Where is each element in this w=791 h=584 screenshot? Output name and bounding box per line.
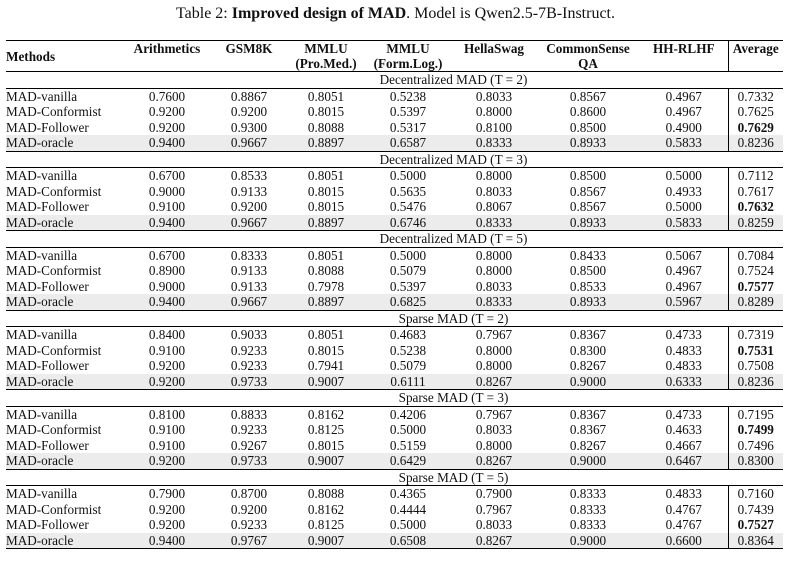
score-cell: 0.8833 bbox=[230, 406, 268, 422]
score-cell: 0.8333 bbox=[452, 215, 536, 231]
score-cell: 0.5317 bbox=[389, 119, 427, 135]
score-cell: 0.8015 bbox=[307, 104, 345, 120]
score-cell: 0.9667 bbox=[210, 135, 288, 151]
method-name: MAD-vanilla bbox=[6, 168, 78, 184]
table-row bbox=[6, 374, 783, 390]
caption-prefix: Table 2: bbox=[176, 5, 232, 22]
score-cell: 0.8333 bbox=[569, 517, 607, 533]
score-cell: 0.7900 bbox=[148, 486, 186, 502]
table-row bbox=[6, 453, 783, 469]
score-cell: 0.8500 bbox=[569, 168, 607, 184]
score-cell: 0.4967 bbox=[665, 278, 702, 294]
score-cell: 0.8333 bbox=[569, 501, 607, 517]
score-cell: 0.5397 bbox=[389, 278, 427, 294]
score-cell: 0.8088 bbox=[307, 263, 345, 279]
table-row bbox=[6, 168, 783, 184]
score-cell: 0.9200 bbox=[148, 501, 186, 517]
score-cell: 0.4633 bbox=[665, 422, 702, 438]
score-cell: 0.8367 bbox=[569, 327, 607, 343]
score-cell: 0.8867 bbox=[230, 88, 268, 104]
score-cell: 0.9400 bbox=[124, 533, 210, 549]
table-row bbox=[6, 358, 783, 374]
score-cell: 0.9667 bbox=[210, 215, 288, 231]
section-header-blank bbox=[6, 310, 124, 327]
score-cell: 0.8088 bbox=[307, 119, 345, 135]
table-row bbox=[6, 438, 783, 454]
header-commonsense-qa: CommonSense QA bbox=[536, 41, 640, 72]
score-cell: 0.8897 bbox=[288, 135, 364, 151]
section-header-row bbox=[6, 469, 783, 486]
score-cell: 0.8100 bbox=[475, 119, 513, 135]
table-row bbox=[6, 199, 783, 215]
score-cell: 0.6333 bbox=[640, 374, 728, 390]
section-header-blank bbox=[6, 72, 124, 89]
table-row bbox=[6, 406, 783, 422]
score-cell: 0.6111 bbox=[364, 374, 452, 390]
score-cell: 0.8033 bbox=[475, 88, 513, 104]
header-methods: Methods bbox=[6, 41, 124, 72]
table-row bbox=[6, 294, 783, 310]
average-cell: 0.7617 bbox=[728, 184, 783, 200]
score-cell: 0.9233 bbox=[230, 422, 268, 438]
score-cell: 0.8162 bbox=[307, 501, 345, 517]
average-cell: 0.8259 bbox=[728, 215, 783, 231]
caption-bold-title: Improved design of MAD bbox=[231, 5, 407, 22]
method-name: MAD-Follower bbox=[6, 358, 89, 374]
table-row bbox=[6, 502, 783, 518]
score-cell: 0.7900 bbox=[475, 486, 513, 502]
average-cell: 0.7332 bbox=[728, 88, 783, 104]
average-cell: 0.7319 bbox=[728, 327, 783, 343]
average-cell: 0.7527 bbox=[728, 517, 783, 533]
score-cell: 0.5159 bbox=[389, 437, 427, 453]
score-cell: 0.8533 bbox=[569, 278, 607, 294]
score-cell: 0.8267 bbox=[452, 453, 536, 469]
score-cell: 0.8433 bbox=[569, 247, 607, 263]
method-name: MAD-oracle bbox=[6, 374, 124, 390]
method-name: MAD-Follower bbox=[6, 278, 89, 294]
average-cell: 0.7531 bbox=[728, 343, 783, 359]
score-cell: 0.4683 bbox=[389, 327, 427, 343]
score-cell: 0.9133 bbox=[230, 183, 268, 199]
score-cell: 0.5079 bbox=[389, 263, 427, 279]
score-cell: 0.5000 bbox=[389, 422, 427, 438]
method-name: MAD-Conformist bbox=[6, 183, 102, 199]
score-cell: 0.8367 bbox=[569, 406, 607, 422]
score-cell: 0.8267 bbox=[569, 358, 607, 374]
header-row bbox=[6, 41, 783, 72]
section-header-row bbox=[6, 231, 783, 248]
table-row bbox=[6, 263, 783, 279]
score-cell: 0.8900 bbox=[148, 263, 186, 279]
table-row bbox=[6, 88, 783, 104]
score-cell: 0.6429 bbox=[364, 453, 452, 469]
score-cell: 0.9733 bbox=[210, 453, 288, 469]
score-cell: 0.5000 bbox=[389, 168, 427, 184]
method-name: MAD-vanilla bbox=[6, 88, 78, 104]
table-row bbox=[6, 533, 783, 549]
score-cell: 0.6587 bbox=[364, 135, 452, 151]
score-cell: 0.9200 bbox=[230, 104, 268, 120]
score-cell: 0.6600 bbox=[640, 533, 728, 549]
table-row bbox=[6, 247, 783, 263]
score-cell: 0.9200 bbox=[124, 374, 210, 390]
score-cell: 0.4206 bbox=[389, 406, 427, 422]
score-cell: 0.4900 bbox=[665, 119, 702, 135]
score-cell: 0.8267 bbox=[569, 437, 607, 453]
score-cell: 0.5000 bbox=[665, 168, 702, 184]
score-cell: 0.8267 bbox=[452, 533, 536, 549]
score-cell: 0.8000 bbox=[475, 263, 513, 279]
average-cell: 0.8236 bbox=[728, 135, 783, 151]
average-cell: 0.7160 bbox=[728, 486, 783, 502]
average-cell: 0.8289 bbox=[728, 294, 783, 310]
score-cell: 0.9400 bbox=[124, 215, 210, 231]
score-cell: 0.4767 bbox=[665, 517, 702, 533]
score-cell: 0.8533 bbox=[230, 168, 268, 184]
score-cell: 0.7978 bbox=[307, 278, 345, 294]
score-cell: 0.4833 bbox=[665, 342, 702, 358]
score-cell: 0.9733 bbox=[210, 374, 288, 390]
method-name: MAD-Follower bbox=[6, 437, 89, 453]
score-cell: 0.8015 bbox=[307, 199, 345, 215]
score-cell: 0.9007 bbox=[288, 533, 364, 549]
table-body bbox=[6, 72, 783, 549]
score-cell: 0.8567 bbox=[569, 88, 607, 104]
average-cell: 0.7629 bbox=[728, 120, 783, 136]
score-cell: 0.9007 bbox=[288, 453, 364, 469]
score-cell: 0.9767 bbox=[210, 533, 288, 549]
table-row bbox=[6, 422, 783, 438]
score-cell: 0.9200 bbox=[148, 517, 186, 533]
header-gsm8k: GSM8K bbox=[210, 41, 288, 72]
score-cell: 0.6508 bbox=[364, 533, 452, 549]
score-cell: 0.8015 bbox=[307, 342, 345, 358]
section-header-blank bbox=[6, 469, 124, 486]
method-name: MAD-Conformist bbox=[6, 501, 102, 517]
score-cell: 0.4365 bbox=[389, 486, 427, 502]
score-cell: 0.8033 bbox=[475, 278, 513, 294]
table-row bbox=[6, 327, 783, 343]
score-cell: 0.9300 bbox=[230, 119, 268, 135]
section-header-row bbox=[6, 151, 783, 168]
score-cell: 0.9200 bbox=[230, 199, 268, 215]
score-cell: 0.5833 bbox=[640, 135, 728, 151]
score-cell: 0.4767 bbox=[665, 501, 702, 517]
method-name: MAD-oracle bbox=[6, 135, 124, 151]
score-cell: 0.9200 bbox=[148, 104, 186, 120]
score-cell: 0.8051 bbox=[307, 168, 345, 184]
score-cell: 0.8600 bbox=[569, 104, 607, 120]
score-cell: 0.9000 bbox=[536, 374, 640, 390]
score-cell: 0.9100 bbox=[148, 199, 186, 215]
results-table bbox=[6, 40, 783, 549]
score-cell: 0.6746 bbox=[364, 215, 452, 231]
score-cell: 0.8033 bbox=[475, 422, 513, 438]
average-cell: 0.7625 bbox=[728, 104, 783, 120]
score-cell: 0.8333 bbox=[452, 294, 536, 310]
section-title: Decentralized MAD (T = 3) bbox=[124, 151, 783, 168]
score-cell: 0.8933 bbox=[536, 294, 640, 310]
section-title: Sparse MAD (T = 3) bbox=[124, 390, 783, 407]
score-cell: 0.9100 bbox=[148, 422, 186, 438]
section-header-blank bbox=[6, 390, 124, 407]
score-cell: 0.9000 bbox=[536, 533, 640, 549]
average-cell: 0.8364 bbox=[728, 533, 783, 549]
table-row bbox=[6, 279, 783, 295]
score-cell: 0.9007 bbox=[288, 374, 364, 390]
score-cell: 0.8051 bbox=[307, 88, 345, 104]
score-cell: 0.8933 bbox=[536, 215, 640, 231]
score-cell: 0.9200 bbox=[124, 453, 210, 469]
score-cell: 0.5067 bbox=[665, 247, 702, 263]
score-cell: 0.5833 bbox=[640, 215, 728, 231]
section-header-row bbox=[6, 72, 783, 89]
score-cell: 0.5000 bbox=[389, 247, 427, 263]
table-row bbox=[6, 184, 783, 200]
score-cell: 0.8897 bbox=[288, 215, 364, 231]
average-cell: 0.7577 bbox=[728, 279, 783, 295]
score-cell: 0.9100 bbox=[148, 437, 186, 453]
method-name: MAD-Follower bbox=[6, 119, 89, 135]
score-cell: 0.6825 bbox=[364, 294, 452, 310]
average-cell: 0.7499 bbox=[728, 422, 783, 438]
score-cell: 0.4967 bbox=[665, 263, 702, 279]
average-cell: 0.7112 bbox=[728, 168, 783, 184]
score-cell: 0.7967 bbox=[475, 501, 513, 517]
score-cell: 0.5397 bbox=[389, 104, 427, 120]
score-cell: 0.8333 bbox=[452, 135, 536, 151]
average-cell: 0.7508 bbox=[728, 358, 783, 374]
table-row bbox=[6, 486, 783, 502]
score-cell: 0.9000 bbox=[148, 183, 186, 199]
score-cell: 0.4967 bbox=[665, 104, 702, 120]
score-cell: 0.8897 bbox=[288, 294, 364, 310]
score-cell: 0.9233 bbox=[230, 342, 268, 358]
score-cell: 0.9000 bbox=[536, 453, 640, 469]
table-row bbox=[6, 517, 783, 533]
score-cell: 0.9200 bbox=[148, 358, 186, 374]
score-cell: 0.8500 bbox=[569, 263, 607, 279]
method-name: MAD-oracle bbox=[6, 215, 124, 231]
score-cell: 0.4667 bbox=[665, 437, 702, 453]
score-cell: 0.8500 bbox=[569, 119, 607, 135]
score-cell: 0.8567 bbox=[569, 199, 607, 215]
score-cell: 0.8015 bbox=[307, 183, 345, 199]
score-cell: 0.9033 bbox=[230, 327, 268, 343]
score-cell: 0.9133 bbox=[230, 263, 268, 279]
score-cell: 0.5079 bbox=[389, 358, 427, 374]
score-cell: 0.9400 bbox=[124, 135, 210, 151]
score-cell: 0.4733 bbox=[665, 406, 702, 422]
score-cell: 0.6700 bbox=[148, 168, 186, 184]
average-cell: 0.8300 bbox=[728, 453, 783, 469]
table-row bbox=[6, 343, 783, 359]
score-cell: 0.8033 bbox=[475, 517, 513, 533]
section-header-row bbox=[6, 310, 783, 327]
method-name: MAD-Conformist bbox=[6, 342, 102, 358]
score-cell: 0.5238 bbox=[389, 88, 427, 104]
method-name: MAD-vanilla bbox=[6, 486, 78, 502]
section-header-row bbox=[6, 390, 783, 407]
score-cell: 0.4967 bbox=[665, 88, 702, 104]
score-cell: 0.8700 bbox=[230, 486, 268, 502]
score-cell: 0.9200 bbox=[148, 119, 186, 135]
score-cell: 0.8162 bbox=[307, 406, 345, 422]
score-cell: 0.5635 bbox=[389, 183, 427, 199]
section-title: Sparse MAD (T = 2) bbox=[124, 310, 783, 327]
score-cell: 0.4733 bbox=[665, 327, 702, 343]
score-cell: 0.8000 bbox=[475, 342, 513, 358]
score-cell: 0.8000 bbox=[475, 437, 513, 453]
score-cell: 0.8933 bbox=[536, 135, 640, 151]
section-header-blank bbox=[6, 231, 124, 248]
score-cell: 0.4833 bbox=[665, 358, 702, 374]
score-cell: 0.8015 bbox=[307, 437, 345, 453]
section-title: Sparse MAD (T = 5) bbox=[124, 469, 783, 486]
score-cell: 0.9133 bbox=[230, 278, 268, 294]
section-title: Decentralized MAD (T = 2) bbox=[124, 72, 783, 89]
section-header-blank bbox=[6, 151, 124, 168]
header-arithmetics: Arithmetics bbox=[124, 41, 210, 72]
score-cell: 0.9667 bbox=[210, 294, 288, 310]
header-mmlu-form-log: MMLU (Form.Log.) bbox=[364, 41, 452, 72]
average-cell: 0.7084 bbox=[728, 247, 783, 263]
method-name: MAD-oracle bbox=[6, 453, 124, 469]
score-cell: 0.4833 bbox=[665, 486, 702, 502]
score-cell: 0.5000 bbox=[389, 517, 427, 533]
table-caption bbox=[0, 5, 791, 23]
score-cell: 0.9267 bbox=[230, 437, 268, 453]
score-cell: 0.8000 bbox=[475, 358, 513, 374]
score-cell: 0.7600 bbox=[148, 88, 186, 104]
score-cell: 0.8367 bbox=[569, 422, 607, 438]
score-cell: 0.8088 bbox=[307, 486, 345, 502]
score-cell: 0.8067 bbox=[475, 199, 513, 215]
score-cell: 0.8125 bbox=[307, 517, 345, 533]
method-name: MAD-oracle bbox=[6, 294, 124, 310]
score-cell: 0.8333 bbox=[230, 247, 268, 263]
average-cell: 0.7496 bbox=[728, 438, 783, 454]
score-cell: 0.9100 bbox=[148, 342, 186, 358]
method-name: MAD-Conformist bbox=[6, 263, 102, 279]
score-cell: 0.9200 bbox=[230, 501, 268, 517]
method-name: MAD-vanilla bbox=[6, 406, 78, 422]
score-cell: 0.8300 bbox=[569, 342, 607, 358]
table-row bbox=[6, 135, 783, 151]
score-cell: 0.8051 bbox=[307, 327, 345, 343]
method-name: MAD-Conformist bbox=[6, 104, 102, 120]
method-name: MAD-vanilla bbox=[6, 327, 78, 343]
score-cell: 0.5476 bbox=[389, 199, 427, 215]
average-cell: 0.7195 bbox=[728, 406, 783, 422]
score-cell: 0.6700 bbox=[148, 247, 186, 263]
score-cell: 0.4444 bbox=[389, 501, 427, 517]
score-cell: 0.8000 bbox=[475, 104, 513, 120]
score-cell: 0.8333 bbox=[569, 486, 607, 502]
table-row bbox=[6, 120, 783, 136]
score-cell: 0.9233 bbox=[230, 358, 268, 374]
method-name: MAD-vanilla bbox=[6, 247, 78, 263]
score-cell: 0.8567 bbox=[569, 183, 607, 199]
score-cell: 0.9233 bbox=[230, 517, 268, 533]
score-cell: 0.8125 bbox=[307, 422, 345, 438]
score-cell: 0.8100 bbox=[148, 406, 186, 422]
score-cell: 0.8051 bbox=[307, 247, 345, 263]
average-cell: 0.7439 bbox=[728, 502, 783, 518]
score-cell: 0.8033 bbox=[475, 183, 513, 199]
method-name: MAD-Conformist bbox=[6, 422, 102, 438]
score-cell: 0.5000 bbox=[665, 199, 702, 215]
header-hellaswag: HellaSwag bbox=[452, 41, 536, 72]
header-hh-rlhf: HH-RLHF bbox=[640, 41, 728, 72]
section-title: Decentralized MAD (T = 5) bbox=[124, 231, 783, 248]
average-cell: 0.8236 bbox=[728, 374, 783, 390]
score-cell: 0.8000 bbox=[475, 247, 513, 263]
score-cell: 0.7941 bbox=[307, 358, 345, 374]
average-cell: 0.7632 bbox=[728, 199, 783, 215]
score-cell: 0.7967 bbox=[475, 406, 513, 422]
score-cell: 0.8000 bbox=[475, 168, 513, 184]
table-row bbox=[6, 104, 783, 120]
score-cell: 0.6467 bbox=[640, 453, 728, 469]
header-mmlu-pro-med: MMLU (Pro.Med.) bbox=[288, 41, 364, 72]
header-average: Average bbox=[728, 41, 783, 72]
score-cell: 0.9000 bbox=[148, 278, 186, 294]
score-cell: 0.9400 bbox=[124, 294, 210, 310]
average-cell: 0.7524 bbox=[728, 263, 783, 279]
caption-suffix: . Model is Qwen2.5-7B-Instruct. bbox=[406, 5, 615, 22]
method-name: MAD-Follower bbox=[6, 517, 89, 533]
score-cell: 0.7967 bbox=[475, 327, 513, 343]
method-name: MAD-Follower bbox=[6, 199, 89, 215]
score-cell: 0.5967 bbox=[640, 294, 728, 310]
table-row bbox=[6, 215, 783, 231]
score-cell: 0.8267 bbox=[452, 374, 536, 390]
method-name: MAD-oracle bbox=[6, 533, 124, 549]
score-cell: 0.8400 bbox=[148, 327, 186, 343]
score-cell: 0.5238 bbox=[389, 342, 427, 358]
score-cell: 0.4933 bbox=[665, 183, 702, 199]
